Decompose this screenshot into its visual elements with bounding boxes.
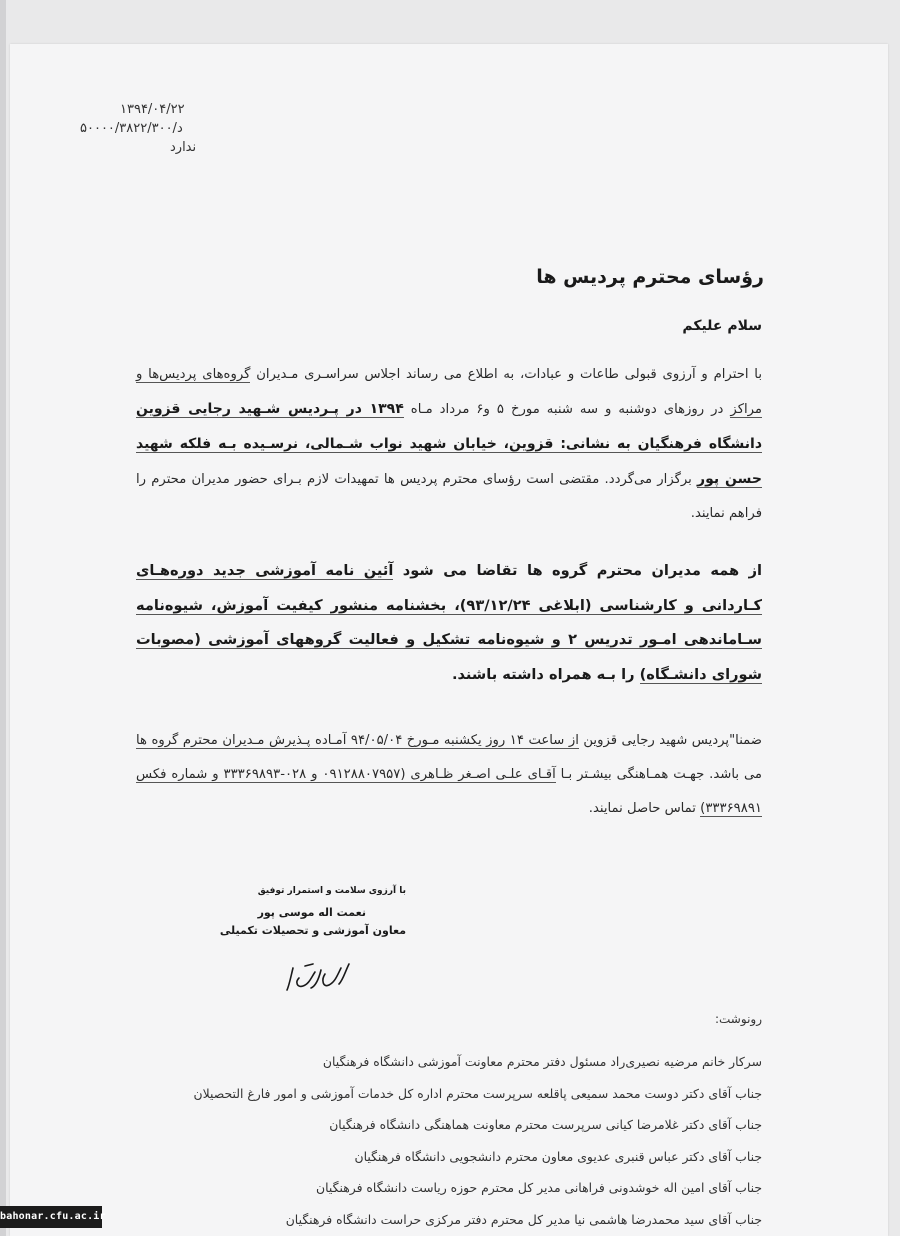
paragraph3-coordination: می باشد. جهـت همـاهنگی بیشـتر بـا	[555, 767, 762, 782]
paragraph3-contact-info: آقـای علـی اصـغر ظـاهری (۰۹۱۲۸۸۰۷۹۵۷ و ۰۲۸-۳۳۳۶۹۸۹۳ و شماره فکس ۳۳۳۶۹۸۹۱)	[136, 767, 762, 816]
signature-role: معاون آموزشی و تحصیلات تکمیلی	[219, 924, 406, 937]
cc-item: سرکار خانم مرضیه نصیری‌راد مسئول دفتر محترم معاونت آموزشی دانشگاه فرهنگیان	[322, 1054, 762, 1069]
scan-edge	[0, 0, 6, 1236]
paragraph1-venue: ۱۳۹۴ در پـردیس شـهید رجایی قزوین دانشگاه فرهنگیان به نشانی: قزوین، خیابان شهید نواب شـمالی، نرسـیده بـه فلکه شهید حسن پور	[136, 401, 762, 487]
cc-item: جناب آقای دکتر غلامرضا کیانی سرپرست محترم معاونت هماهنگی دانشگاه فرهنگیان	[329, 1117, 762, 1132]
paragraph2-documents: آئین نامه آموزشی جدید دوره‌هـای کـاردانی و کارشناسی (ابلاغی ۹۳/۱۲/۲۴)، بخشنامه منشور کیفیت آموزش، شیوه‌نامه سـاماندهی امـور تدریس ۲ و شیوه‌نامه تشکیل و فعالیت گروههای آموزشی (مصوبات شورای دانشـگاه)	[136, 562, 762, 683]
paragraph2-ending: را بـه همراه داشته باشند.	[451, 665, 640, 683]
paragraph3-ending: تماس حاصل نمایند.	[588, 801, 701, 816]
paragraph1-dates: در روزهای دوشنبه و سه شنبه مورخ ۵ و۶ مرداد مـاه	[403, 402, 731, 417]
letter-recipient-title: رؤسای محترم پردیس ها	[536, 266, 764, 288]
signature-name: نعمت اله موسی پور	[257, 906, 366, 919]
letter-header	[80, 100, 280, 157]
signature-block	[220, 884, 406, 938]
letter-number: ۵۰۰۰۰/۳۸۲۲/۳۰۰/د	[80, 121, 183, 136]
paragraph1-request: برگزار می‌گردد. مقتضی است رؤسای محترم پردیس ها تمهیدات لازم بـرای حضور مدیران محترم را فراهم نمایند.	[136, 472, 762, 521]
signature-closing: با آرزوی سلامت و استمرار توفیق	[257, 886, 406, 896]
paragraph1-text: با احترام و آرزوی قبولی طاعات و عبادات، به اطلاع می رساند اجلاس سراسـری مـدیران	[250, 367, 763, 382]
paragraph3-text: ضمنا"پردیس شهید رجایی قزوین	[578, 733, 762, 748]
paragraph-meeting-announcement	[136, 358, 762, 531]
paragraph1-underlined-groups: گروه‌های پردیس‌ها و مراکز	[136, 367, 762, 417]
site-watermark: bahonar.cfu.ac.ir	[0, 1206, 102, 1228]
cc-item: جناب آقای امین اله خوشدونی فراهانی مدیر کل محترم حوزه ریاست دانشگاه فرهنگیان	[316, 1180, 762, 1195]
cc-item: جناب آقای دکتر عباس قنبری عدیوی معاون محترم دانشجویی دانشگاه فرهنگیان	[354, 1148, 762, 1164]
paragraph2-text: از همه مدیران محترم گروه ها تقاضا می شود	[393, 562, 762, 579]
paragraph-documents-request	[136, 554, 762, 692]
letter-attachment: ندارد	[170, 140, 197, 155]
letter-greeting: سلام علیکم	[682, 318, 762, 334]
handwritten-signature-icon	[283, 958, 355, 994]
paragraph-reception-contact	[136, 724, 762, 826]
paragraph3-reception-time: از ساعت ۱۴ روز یکشنبه مـورخ ۹۴/۰۵/۰۴ آمـاده پـذیرش مـدیران محترم گروه ها	[136, 733, 579, 748]
cc-item: جناب آقای دکتر دوست محمد سمیعی پاقلعه سرپرست محترم اداره کل خدمات آموزشی و امور فارغ التحصیلان	[193, 1085, 762, 1101]
letter-date: ۱۳۹۴/۰۴/۲۲	[120, 102, 185, 117]
cc-item: جناب آقای سید محمدرضا هاشمی نیا مدیر کل محترم دفتر مرکزی حراست دانشگاه فرهنگیان	[285, 1211, 762, 1227]
cc-label: رونوشت:	[714, 1012, 762, 1026]
cc-list	[194, 1046, 762, 1235]
